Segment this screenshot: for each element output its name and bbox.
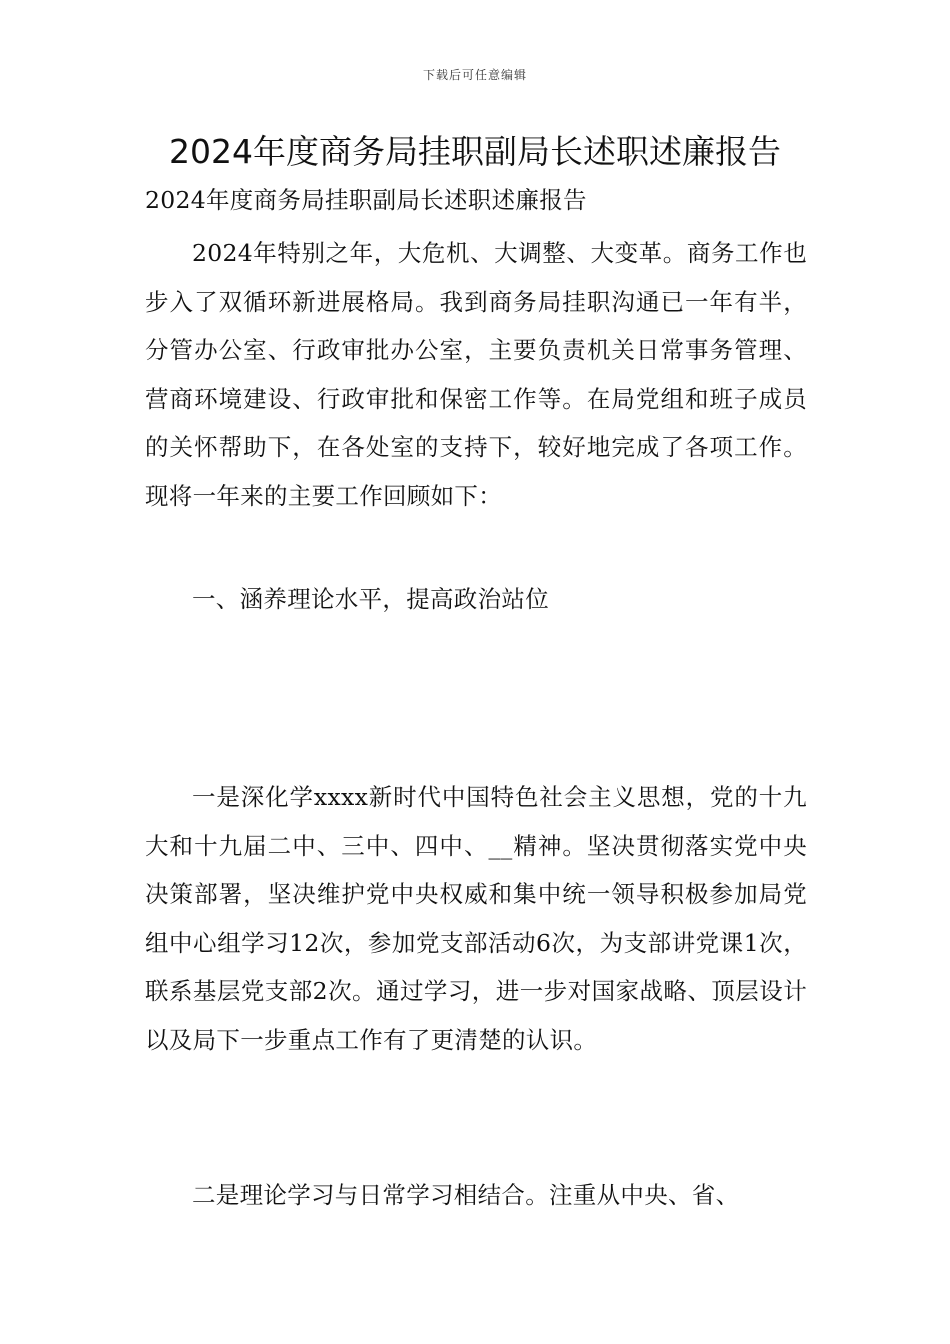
document-title: 2024年度商务局挂职副局长述职述廉报告 <box>169 132 781 171</box>
point-two-paragraph: 二是理论学习与日常学习相结合。注重从中央、省、 <box>192 1181 740 1209</box>
section-heading-block <box>145 575 807 624</box>
point-one-paragraph: 一是深化学xxxx新时代中国特色社会主义思想，党的十九大和十九届二中、三中、四中、__精神。坚决贯彻落实党中央决策部署，坚决维护党中央权威和集中统一领导积极参加局党组中心组学习12次，参加党支部活动6次，为支部讲党课1次，联系基层党支部2次。通过学习，进一步对国家战略、顶层设计以及局下一步重点工作有了更清楚的认识。 <box>145 783 807 1054</box>
point-one-block <box>145 773 807 1064</box>
intro-paragraph: 2024年特别之年，大危机、大调整、大变革。商务工作也步入了双循环新进展格局。我到商务局挂职沟通已一年有半，分管办公室、行政审批办公室，主要负责机关日常事务管理、营商环境建设、行政审批和保密工作等。在局党组和班子成员的关怀帮助下，在各处室的支持下，较好地完成了各项工作。现将一年来的主要工作回顾如下： <box>145 239 807 510</box>
section-1-heading: 一、涵养理论水平，提高政治站位 <box>192 585 549 613</box>
header-note: 下载后可任意编辑 <box>422 68 527 82</box>
intro-paragraph-block <box>145 229 807 520</box>
document-subtitle: 2024年度商务局挂职副局长述职述廉报告 <box>145 186 587 214</box>
point-two-block <box>145 1171 807 1220</box>
